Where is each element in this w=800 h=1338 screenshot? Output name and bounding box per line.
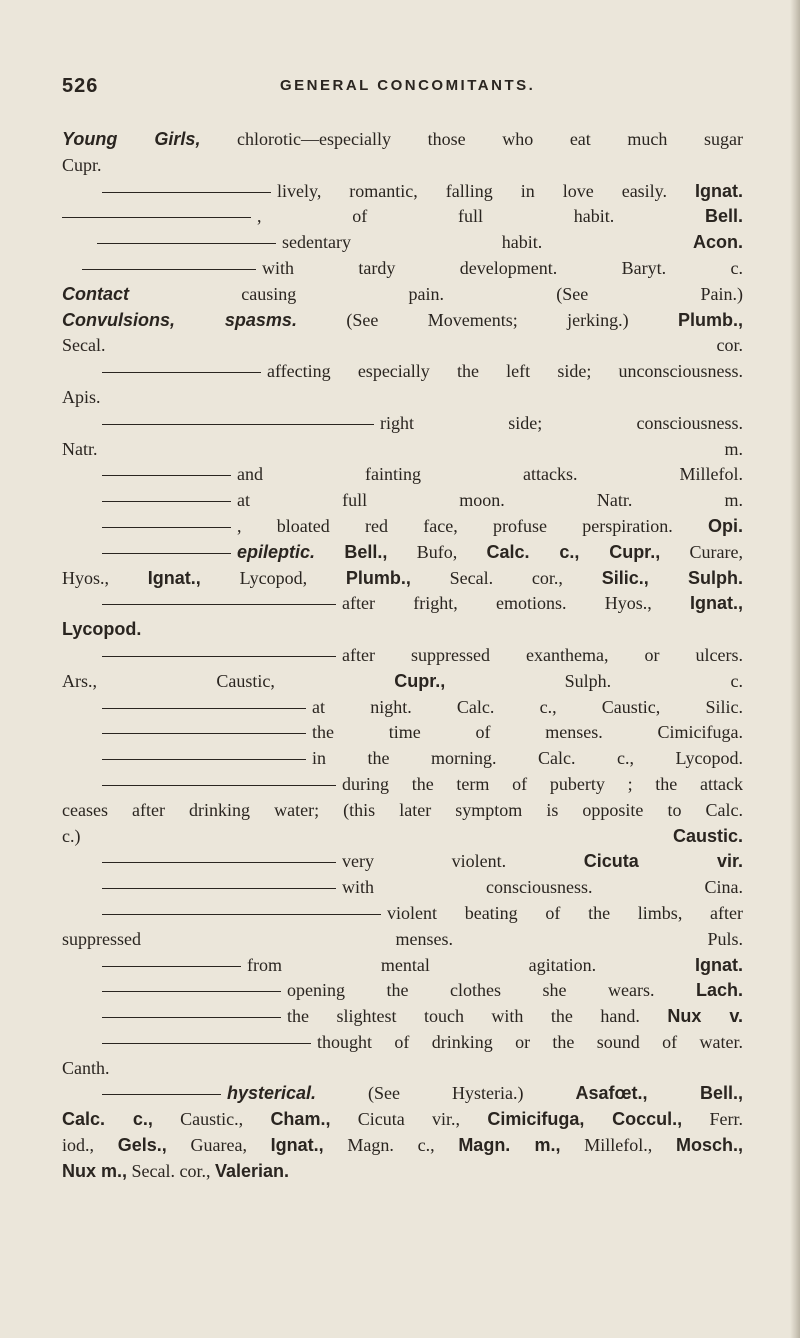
text-run: thought of drinking or the sound of water.: [317, 1031, 743, 1052]
text-run: lively, romantic, falling in love easily.: [277, 180, 695, 201]
remedy-name: Cupr.,: [394, 670, 446, 691]
remedy-name: Bell.,: [344, 541, 388, 562]
line-text: [257, 204, 743, 230]
remedy-name: Opi.: [708, 515, 743, 536]
text-line: [62, 488, 743, 514]
remedy-name: Nux m.,: [62, 1160, 128, 1181]
ditto-rule: [102, 501, 231, 502]
ditto-rule: [102, 192, 271, 193]
line-text: [62, 437, 743, 463]
ditto-rule: [102, 888, 336, 889]
text-line: [62, 1133, 743, 1159]
line-text: [227, 1081, 743, 1107]
text-line: [62, 230, 743, 256]
text-run: with tardy development. Baryt. c.: [262, 257, 743, 278]
line-text: [342, 772, 743, 798]
text-run: right side; consciousness.: [380, 412, 743, 433]
ditto-rule: [102, 372, 261, 373]
text-line: [62, 617, 743, 643]
text-run: in the morning. Calc. c., Lycopod.: [312, 748, 743, 769]
page-header: [62, 75, 742, 105]
text-line: [62, 514, 743, 540]
ditto-rule: [102, 475, 231, 476]
text-line: [62, 566, 743, 592]
text-run: from mental agitation.: [247, 954, 695, 975]
line-text: [62, 566, 743, 592]
text-run: Cicuta vir.,: [330, 1109, 488, 1130]
text-line: [62, 256, 743, 282]
remedy-name: Plumb.,: [677, 309, 743, 330]
text-line: [62, 308, 743, 334]
text-line: [62, 540, 743, 566]
text-run: Secal. cor.,: [127, 1160, 215, 1181]
text-line: [62, 385, 743, 411]
text-line: [62, 1004, 743, 1030]
line-text: [62, 333, 743, 359]
text-line: [62, 127, 743, 153]
text-run: Bufo,: [387, 541, 487, 562]
text-line: [62, 849, 743, 875]
text-run: the time of menses. Cimicifuga.: [312, 722, 743, 743]
page-edge-shadow: [790, 0, 800, 1338]
line-text: [262, 256, 743, 282]
line-text: [277, 179, 743, 205]
line-text: [312, 746, 743, 772]
remedy-name: Lach.: [695, 980, 743, 1001]
remedy-name: Plumb.,: [345, 567, 411, 588]
text-body: [62, 127, 743, 1185]
ditto-rule: [102, 785, 336, 786]
line-text: [62, 153, 743, 179]
line-text: [237, 540, 743, 566]
line-text: [62, 927, 743, 953]
line-text: [287, 1004, 743, 1030]
text-line: [62, 1107, 743, 1133]
remedy-name: Bell.: [704, 206, 743, 227]
text-line: [62, 824, 743, 850]
text-run: during the term of puberty ; the attack: [342, 773, 743, 794]
line-text: [342, 643, 743, 669]
ditto-rule: [102, 1043, 311, 1044]
text-run: , bloated red face, profuse perspiration.: [237, 515, 708, 536]
text-run: Apis.: [62, 386, 101, 407]
text-run: causing pain. (See Pain.): [129, 283, 743, 304]
line-text: [267, 359, 743, 385]
text-line: [62, 720, 743, 746]
line-text: [312, 695, 743, 721]
line-text: [62, 798, 743, 824]
text-run: [315, 542, 344, 562]
text-run: Guarea,: [166, 1135, 271, 1156]
line-text: [342, 849, 743, 875]
ditto-rule: [102, 862, 336, 863]
text-line: [62, 772, 743, 798]
ditto-rule: [102, 914, 381, 915]
page-number: 526: [62, 75, 99, 97]
text-run: opening the clothes she wears.: [287, 980, 696, 1001]
text-run: sedentary habit.: [282, 232, 693, 253]
ditto-rule: [97, 243, 276, 244]
text-run: Cupr.: [62, 154, 102, 175]
remedy-name: Mosch.,: [675, 1135, 743, 1156]
ditto-rule: [62, 217, 251, 218]
text-run: with consciousness. Cina.: [342, 877, 743, 898]
line-text: [237, 462, 743, 488]
text-run: Ars., Caustic,: [62, 670, 395, 691]
text-line: [62, 927, 743, 953]
text-run: violent beating of the limbs, after: [387, 902, 743, 923]
text-run: Canth.: [62, 1057, 110, 1078]
line-text: [342, 591, 743, 617]
ditto-rule: [102, 733, 306, 734]
remedy-name: Magn. m.,: [458, 1135, 561, 1156]
text-run: suppressed menses. Puls.: [62, 928, 743, 949]
ditto-rule: [102, 424, 374, 425]
text-run: c.): [62, 825, 673, 846]
text-run: Secal. cor.: [62, 335, 743, 356]
remedy-name: Caustic.: [672, 825, 743, 846]
line-text: [62, 669, 743, 695]
remedy-name: Nux v.: [667, 1006, 744, 1027]
text-run: Lycopod,: [200, 567, 346, 588]
text-run: at night. Calc. c., Caustic, Silic.: [312, 696, 743, 717]
text-line: [62, 1056, 743, 1082]
text-run: Ferr.: [682, 1109, 743, 1130]
ditto-rule: [82, 269, 256, 270]
line-text: [342, 875, 743, 901]
text-run: (See Movements; jerking.): [296, 309, 678, 330]
text-line: [62, 153, 743, 179]
line-text: [62, 617, 743, 643]
text-run: (See Hysteria.): [316, 1083, 576, 1104]
line-text: [282, 230, 743, 256]
text-line: [62, 669, 743, 695]
text-line: [62, 282, 743, 308]
text-line: [62, 875, 743, 901]
line-text: [317, 1030, 743, 1056]
rubric-heading: Young Girls,: [62, 129, 201, 149]
text-run: Sulph. c.: [445, 670, 743, 691]
line-text: [247, 953, 743, 979]
text-line: [62, 411, 743, 437]
line-text: [62, 1159, 289, 1185]
text-run: Curare,: [660, 541, 743, 562]
remedy-name: Valerian.: [215, 1160, 290, 1181]
text-run: Natr. m.: [62, 438, 743, 459]
line-text: [387, 901, 743, 927]
line-text: [62, 308, 743, 334]
ditto-rule: [102, 1094, 221, 1095]
remedy-name: Lycopod.: [62, 619, 142, 640]
text-line: [62, 462, 743, 488]
text-run: Caustic.,: [152, 1109, 271, 1130]
text-line: [62, 179, 743, 205]
text-run: very violent.: [342, 851, 584, 872]
text-run: affecting especially the left side; unconsciousness.: [267, 361, 743, 382]
line-text: [62, 127, 743, 153]
text-run: Hyos.,: [62, 567, 148, 588]
text-line: [62, 643, 743, 669]
running-head: GENERAL CONCOMITANTS.: [280, 77, 536, 94]
line-text: [312, 720, 743, 746]
text-run: and fainting attacks. Millefol.: [237, 464, 743, 485]
text-line: [62, 798, 743, 824]
ditto-rule: [102, 527, 231, 528]
rubric-heading: Convulsions, spasms.: [62, 309, 297, 330]
rubric-heading: epileptic.: [237, 541, 316, 562]
text-run: Secal. cor.,: [410, 567, 602, 588]
text-line: [62, 695, 743, 721]
ditto-rule: [102, 604, 336, 605]
remedy-name: Ignat.,: [690, 593, 743, 614]
text-run: ceases after drinking water; (this later symptom is opposite to Calc.: [62, 799, 743, 820]
text-line: [62, 333, 743, 359]
remedy-name: Ignat.: [695, 180, 743, 201]
text-run: Magn. c.,: [323, 1135, 459, 1156]
line-text: [62, 1133, 743, 1159]
remedy-name: Ignat.,: [270, 1135, 324, 1156]
remedy-name: Gels.,: [117, 1135, 167, 1156]
text-line: [62, 1081, 743, 1107]
ditto-rule: [102, 966, 241, 967]
text-line: [62, 204, 743, 230]
text-line: [62, 437, 743, 463]
remedy-name: Cimicifuga, Coccul.,: [487, 1109, 683, 1130]
text-run: Millefol.,: [560, 1135, 676, 1156]
ditto-rule: [102, 991, 281, 992]
line-text: [237, 514, 743, 540]
text-run: the slightest touch with the hand.: [287, 1006, 668, 1027]
ditto-rule: [102, 708, 306, 709]
text-line: [62, 978, 743, 1004]
line-text: [62, 824, 743, 850]
remedy-name: Calc. c.,: [62, 1109, 153, 1130]
text-line: [62, 1159, 743, 1185]
line-text: [62, 282, 743, 308]
ditto-rule: [102, 656, 336, 657]
ditto-rule: [102, 553, 231, 554]
line-text: [380, 411, 743, 437]
text-run: after suppressed exanthema, or ulcers.: [342, 644, 743, 665]
ditto-rule: [102, 759, 306, 760]
text-run: iod.,: [62, 1135, 118, 1156]
line-text: [237, 488, 743, 514]
remedy-name: Silic., Sulph.: [601, 567, 743, 588]
remedy-name: Cham.,: [270, 1109, 331, 1130]
remedy-name: Asafœt., Bell.,: [575, 1083, 743, 1104]
rubric-heading: hysterical.: [227, 1083, 317, 1104]
text-line: [62, 359, 743, 385]
text-run: chlorotic—especially those who eat much sugar: [200, 129, 743, 149]
rubric-heading: Contact: [62, 283, 129, 304]
line-text: [62, 1107, 743, 1133]
remedy-name: Cicuta vir.: [583, 851, 743, 872]
ditto-rule: [102, 1017, 281, 1018]
line-text: [62, 385, 743, 411]
remedy-name: Acon.: [692, 232, 743, 253]
text-line: [62, 1030, 743, 1056]
text-line: [62, 953, 743, 979]
remedy-name: Ignat.: [695, 954, 743, 975]
remedy-name: Calc. c., Cupr.,: [486, 541, 661, 562]
text-run: at full moon. Natr. m.: [237, 490, 743, 511]
text-line: [62, 591, 743, 617]
text-run: , of full habit.: [257, 206, 705, 227]
line-text: [287, 978, 743, 1004]
line-text: [62, 1056, 743, 1082]
text-line: [62, 746, 743, 772]
remedy-name: Ignat.,: [147, 567, 201, 588]
text-line: [62, 901, 743, 927]
text-run: after fright, emotions. Hyos.,: [342, 593, 690, 614]
